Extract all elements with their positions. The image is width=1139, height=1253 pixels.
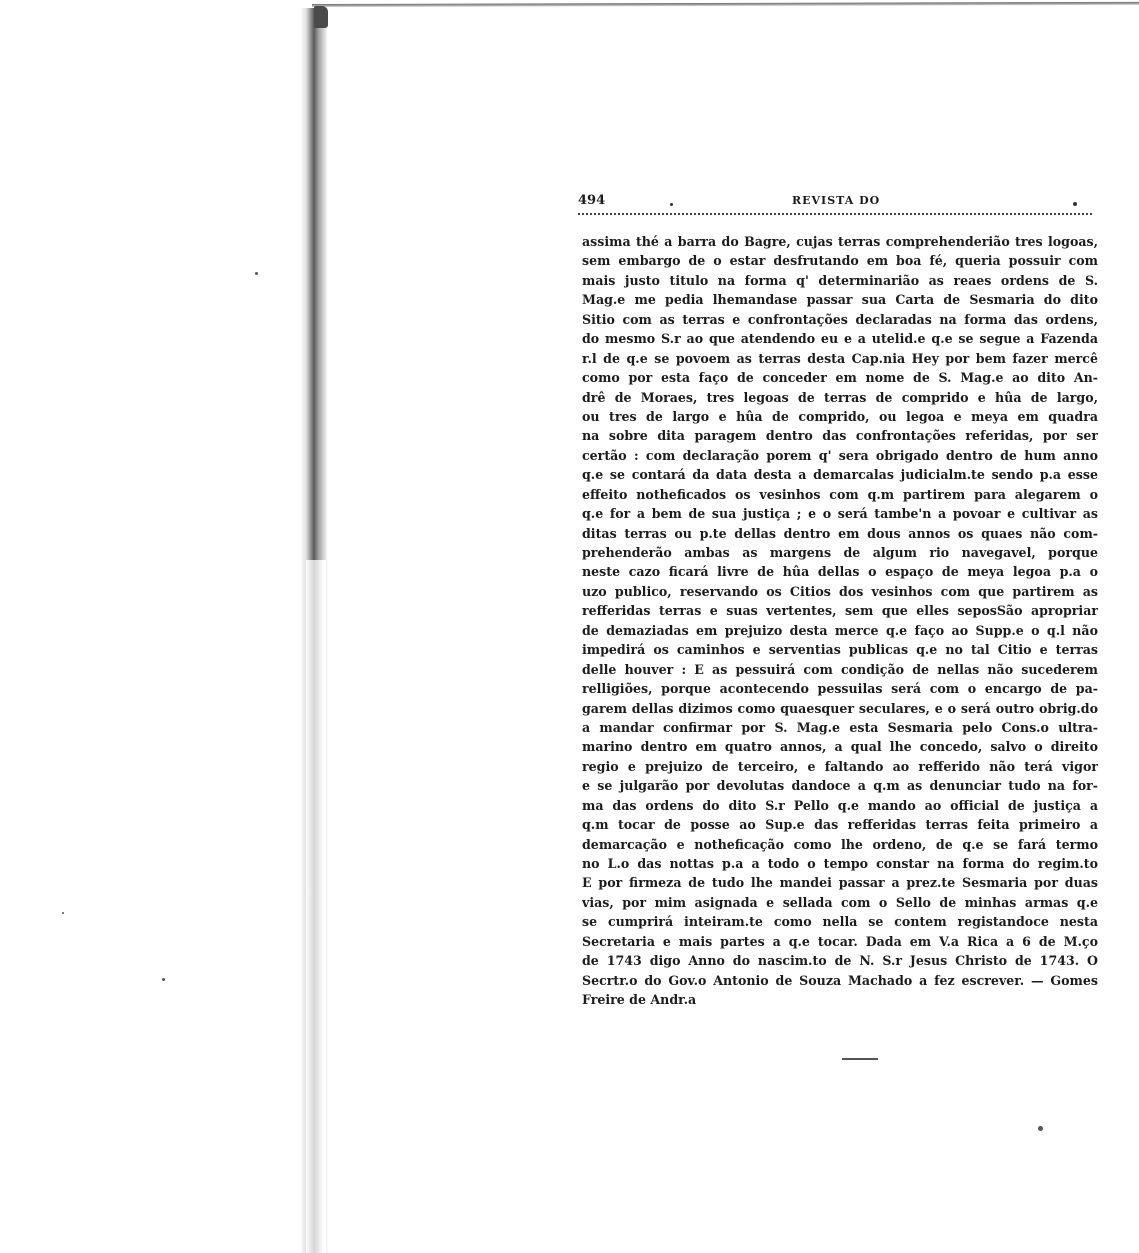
text-line: prehenderão ambas as margens de algum rio navegavel, porque — [582, 545, 1098, 560]
text-line: ditas terras ou p.te dellas dentro em dous annos os quaes não com- — [582, 525, 1098, 541]
text-line: no L.o das nottas p.a a todo o tempo constar na forma do regim.to — [582, 856, 1098, 871]
text-line: regio e prejuizo de terceiro, e faltando ao refferido não terá vigor — [582, 758, 1098, 774]
header-dot — [1073, 202, 1077, 206]
text-line: mais justo titulo na forma q' determinarião as reaes ordens de S. — [582, 272, 1098, 288]
text-line: do mesmo S.r ao que atendendo eu e a utelid.e q.e se segue a Fazenda — [582, 331, 1098, 347]
text-line: e se julgarão por devolutas dandoce a q.m as denunciar tudo na for- — [582, 778, 1098, 794]
text-line: effeito notheficados os vesinhos com q.m partirem para alegarem o — [582, 486, 1098, 502]
text-line: E por firmeza de tudo lhe mandei passar a prez.te Sesmaria por duas — [582, 875, 1098, 891]
text-line: na sobre dita paragem dentro das confrontações referidas, por ser — [582, 428, 1098, 444]
text-line-final: Freire de Andr.a — [582, 992, 697, 1008]
paper-speck — [255, 272, 258, 275]
text-line: relligiões, porque acontecendo pessuilas será com o encargo de pa- — [582, 681, 1098, 697]
page-number: 494 — [578, 193, 606, 208]
text-line: certão : com declaração porem q' sera obrigado dentro de hum anno — [582, 447, 1098, 463]
running-head: REVISTA DO — [792, 194, 881, 207]
page-corner-mark — [314, 6, 328, 28]
text-line: de demaziadas em prejuizo desta merce q.e faço ao Supp.e o q.l não — [582, 622, 1098, 638]
text-line: r.l de q.e se povoem as terras desta Cap.nia Hey por bem fazer mercê — [582, 350, 1098, 366]
text-line: drê de Moraes, tres legoas de terras de comprido e hûa de largo, — [582, 389, 1098, 405]
text-line: ma das ordens do dito S.r Pello q.e mando ao official de justiça a — [582, 797, 1098, 813]
paper-speck — [62, 912, 64, 914]
text-line: se cumprirá inteiram.te como nella se contem registandoce nesta — [582, 914, 1098, 930]
text-line: ou tres de largo e hûa de comprido, ou legoa e meya em quadra — [582, 408, 1098, 424]
header-rule — [578, 213, 1092, 215]
text-line: de 1743 digo Anno do nascim.to de N. S.r Jesus Christo de 1743. O — [582, 953, 1098, 969]
text-line: sem embargo de o estar desfrutando em boa fé, queria possuir com — [582, 253, 1098, 269]
text-line: Sitio com as terras e confrontações declaradas na forma das ordens, — [582, 311, 1098, 327]
book-gutter — [306, 560, 326, 1253]
text-line: marino dentro em quatro annos, a qual lhe concedo, salvo o direito — [582, 739, 1098, 755]
text-line: Mag.e me pedia lhemandase passar sua Carta de Sesmaria do dito — [582, 292, 1098, 308]
text-line: vias, por mim asignada e sellada com o Sello de minhas armas q.e — [582, 894, 1098, 910]
text-line: como por esta faço de conceder em nome de S. Mag.e ao dito An- — [582, 370, 1098, 386]
text-line: Secretaria e mais partes a q.e tocar. Dada em V.a Rica a 6 de M.ço — [582, 933, 1098, 949]
page-header — [578, 193, 1080, 213]
closing-rule — [842, 1058, 878, 1060]
body-text — [582, 232, 1098, 1010]
paper-speck — [1038, 1126, 1043, 1131]
header-dot — [670, 203, 673, 206]
text-line: a mandar confirmar por S. Mag.e esta Sesmaria pelo Cons.o ultra- — [582, 719, 1098, 735]
text-line: q.e se contará da data desta a demarcalas judicialm.te sendo p.a esse — [582, 467, 1098, 483]
text-line: neste cazo ficará livre de hûa dellas o espaço de meya legoa p.a o — [582, 564, 1098, 580]
text-line: q.m tocar de posse ao Sup.e das refferidas terras feita primeiro a — [582, 817, 1098, 833]
text-line: impedirá os caminhos e serventias publicas q.e no tal Citio e terras — [582, 642, 1098, 658]
page-top-edge — [312, 2, 1139, 7]
text-line: uzo publico, reservando os Citios dos vesinhos com que partirem as — [582, 583, 1098, 599]
text-line: Secrtr.o do Gov.o Antonio de Souza Machado a fez escrever. — Gomes — [582, 972, 1098, 988]
paper-speck — [162, 978, 165, 981]
text-line: demarcação e notheficação como lhe ordeno, de q.e se fará termo — [582, 836, 1098, 852]
text-line: delle houver : E as pessuirá com condição de nellas não sucederem — [582, 661, 1098, 677]
text-line: assima thé a barra do Bagre, cujas terras comprehenderião tres logoas, — [582, 234, 1098, 249]
text-line: refferidas terras e suas vertentes, sem que elles seposSão apropriar — [582, 603, 1098, 619]
text-line: q.e for a bem de sua justiça ; e o será tambe'n a povoar e cultivar as — [582, 506, 1098, 522]
text-line: garem dellas dizimos como quaesquer seculares, e o será outro obrig.do — [582, 700, 1098, 716]
